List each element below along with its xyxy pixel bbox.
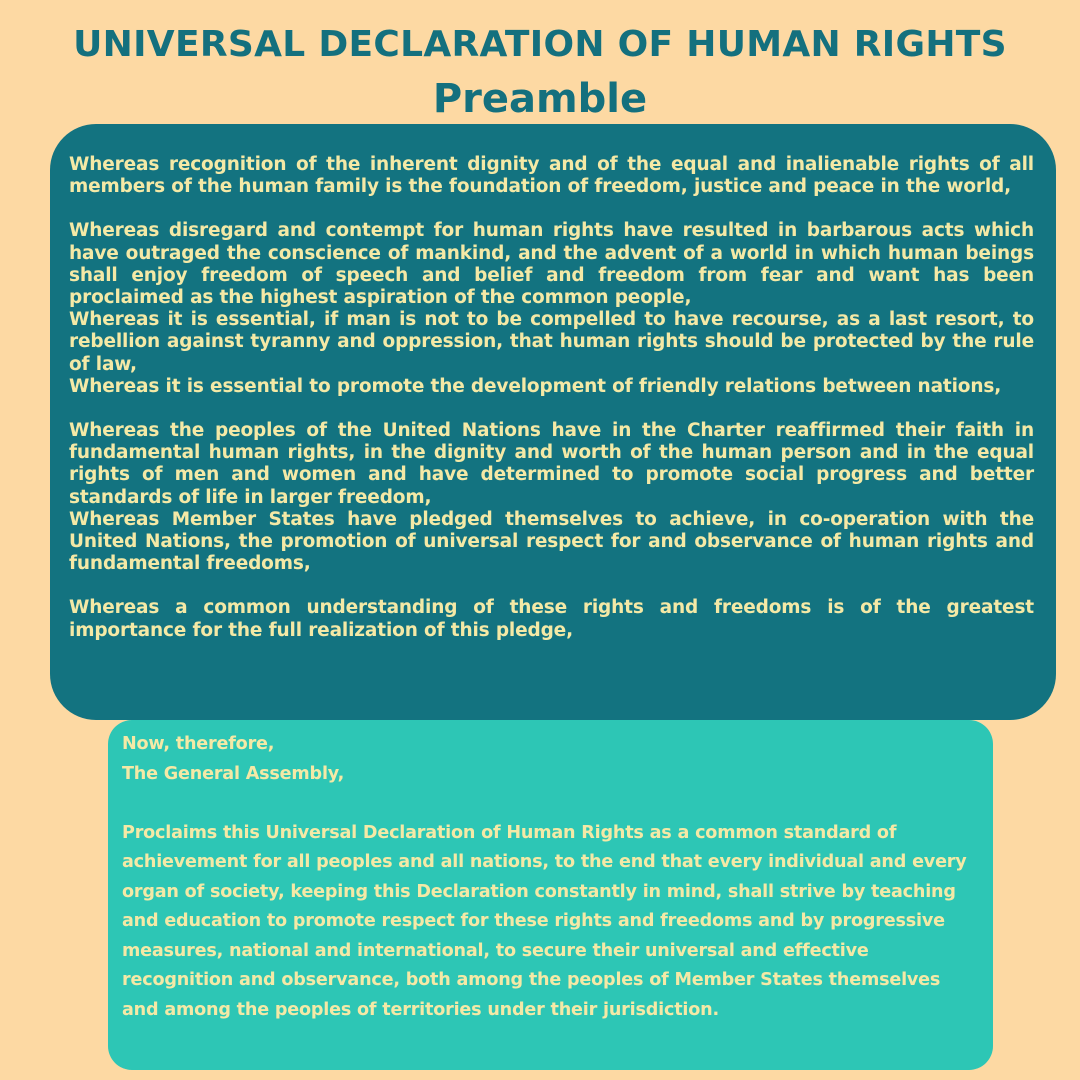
- preamble-paragraph-7: Whereas a common understanding of these rights and freedoms is of the greatest importance for the full realization of this pledge,: [69, 597, 1034, 641]
- page-subtitle: Preamble: [432, 76, 648, 122]
- preamble-paragraph-4: Whereas it is essential to promote the development of friendly relations between nations,: [69, 375, 1002, 397]
- preamble-paragraph-1: Whereas recognition of the inherent dignity and of the equal and inalienable rights of all members of the human family is the foundation of freedom, justice and peace in the world,: [69, 154, 1034, 198]
- preamble-paragraph-3: Whereas it is essential, if man is not to be compelled to have recourse, as a last resort, to rebellion against tyranny and oppression, that human rights should be protected by the rule of law,: [69, 309, 1034, 375]
- resolution-opening: Now, therefore,: [122, 734, 275, 754]
- preamble-panel: [50, 124, 1056, 720]
- preamble-paragraph-6: Whereas Member States have pledged themselves to achieve, in co-operation with the United Nations, the promotion of universal respect for and observance of human rights and fundamental freedoms,: [69, 508, 1034, 575]
- preamble-paragraph-2: Whereas disregard and contempt for human rights have resulted in barbarous acts which have outraged the conscience of mankind, and the advent of a world in which human beings shall enjoy freedom of speech and belief and freedom from fear and want has been proclaimed as the highest aspiration of the common people,: [69, 220, 1034, 309]
- preamble-paragraph-5: Whereas the peoples of the United Nations have in the Charter reaffirmed their faith in fundamental human rights, in the dignity and worth of the human person and in the equal rights of men and women and have determined to promote social progress and better standards of life in larger freedom,: [69, 420, 1034, 508]
- resolution-proclamation: Proclaims this Universal Declaration of Human Rights as a common standard of achievement for all peoples and all nations, to the end that every individual and every organ of society, keeping this Declaration constantly in mind, shall strive by teaching and education to promote respect for these rights and freedoms and by progressive measures, national and international, to secure their universal and effective recognition and observance, both among the peoples of Member States themselves and among the peoples of territories under their jurisdiction.: [122, 822, 967, 1020]
- resolution-assembly: The General Assembly,: [122, 763, 345, 784]
- resolution-panel: [108, 720, 993, 1070]
- page-title: UNIVERSAL DECLARATION OF HUMAN RIGHTS: [73, 24, 1007, 65]
